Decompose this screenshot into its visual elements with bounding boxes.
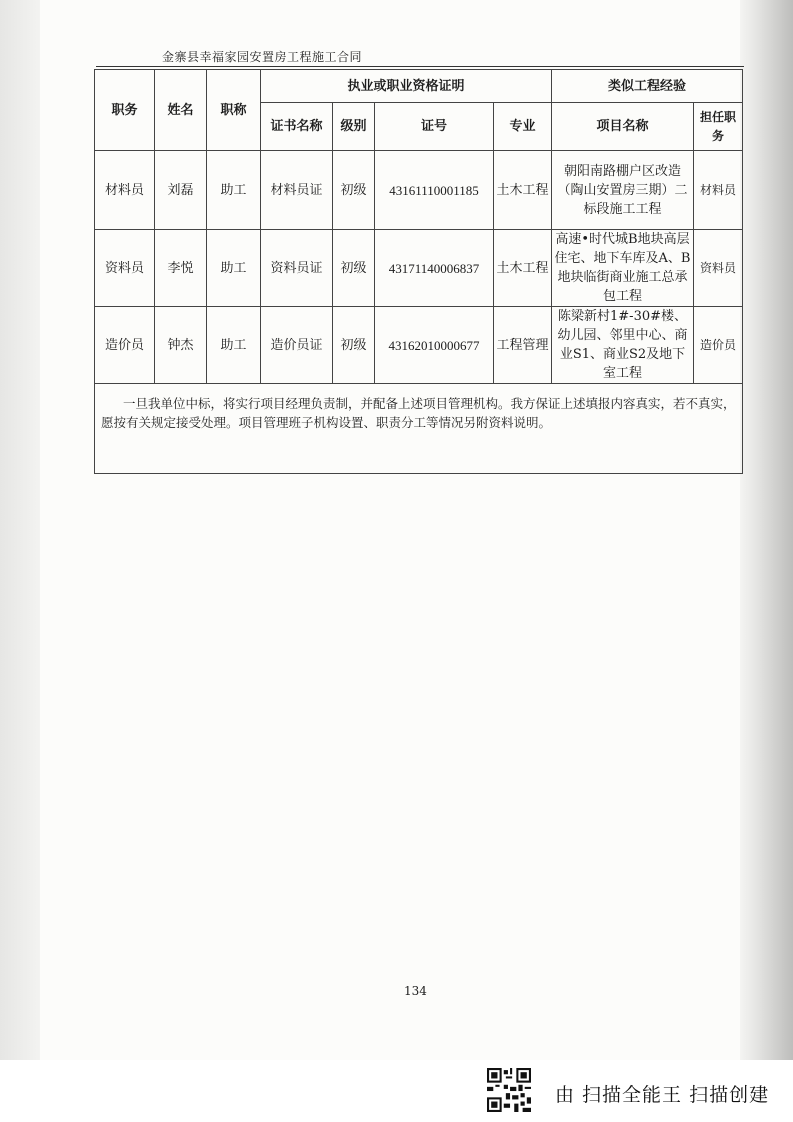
header-title-col: 职称 xyxy=(207,70,261,151)
table-row xyxy=(95,307,743,384)
row-project: 高速•时代城B地块高层住宅、地下车库及A、B地块临街商业施工总承包工程 xyxy=(552,230,694,307)
row-name: 李悦 xyxy=(155,230,207,307)
header-duty: 担任职务 xyxy=(694,103,743,151)
row-duty: 材料员 xyxy=(694,151,743,230)
row-cert-name: 资料员证 xyxy=(261,230,333,307)
header-cert-no: 证号 xyxy=(375,103,494,151)
header-role: 职务 xyxy=(95,70,155,151)
header-exp-group: 类似工程经验 xyxy=(552,70,743,103)
row-cert-no: 43162010000677 xyxy=(375,307,494,384)
row-role: 造价员 xyxy=(95,307,155,384)
commitment-note: 一旦我单位中标，将实行项目经理负责制，并配备上述项目管理机构。我方保证上述填报内容真实，若不真实，愿按有关规定接受处理。项目管理班子机构设置、职责分工等情况另附资料说明。 xyxy=(95,384,743,474)
header-level: 级别 xyxy=(333,103,375,151)
header-major: 专业 xyxy=(494,103,552,151)
row-role: 材料员 xyxy=(95,151,155,230)
staff-table xyxy=(94,69,743,474)
row-duty: 资料员 xyxy=(694,230,743,307)
table-row xyxy=(95,151,743,230)
row-name: 钟杰 xyxy=(155,307,207,384)
page-number: 134 xyxy=(404,984,427,998)
row-major: 工程管理 xyxy=(494,307,552,384)
header-cert-name: 证书名称 xyxy=(261,103,333,151)
row-project: 陈梁新村1#-30#楼、幼儿园、邻里中心、商业S1、商业S2及地下室工程 xyxy=(552,307,694,384)
row-name: 刘磊 xyxy=(155,151,207,230)
header-rule xyxy=(96,66,744,67)
row-title: 助工 xyxy=(207,230,261,307)
header-project: 项目名称 xyxy=(552,103,694,151)
row-title: 助工 xyxy=(207,307,261,384)
scan-edge-right xyxy=(737,0,793,1060)
row-level: 初级 xyxy=(333,230,375,307)
row-duty: 造价员 xyxy=(694,307,743,384)
scan-watermark-text: 由 扫描全能王 扫描创建 xyxy=(555,1084,770,1106)
row-cert-name: 造价员证 xyxy=(261,307,333,384)
row-title: 助工 xyxy=(207,151,261,230)
row-cert-no: 43161110001185 xyxy=(375,151,494,230)
qr-code-icon xyxy=(487,1068,531,1112)
header-title: 金寨县幸福家园安置房工程施工合同 xyxy=(162,50,363,64)
table-row xyxy=(95,230,743,307)
header-name: 姓名 xyxy=(155,70,207,151)
row-role: 资料员 xyxy=(95,230,155,307)
row-cert-name: 材料员证 xyxy=(261,151,333,230)
row-major: 土木工程 xyxy=(494,230,552,307)
row-project: 朝阳南路棚户区改造（陶山安置房三期）二标段施工工程 xyxy=(552,151,694,230)
row-cert-no: 43171140006837 xyxy=(375,230,494,307)
row-level: 初级 xyxy=(333,151,375,230)
row-major: 土木工程 xyxy=(494,151,552,230)
header-cert-group: 执业或职业资格证明 xyxy=(261,70,552,103)
row-level: 初级 xyxy=(333,307,375,384)
